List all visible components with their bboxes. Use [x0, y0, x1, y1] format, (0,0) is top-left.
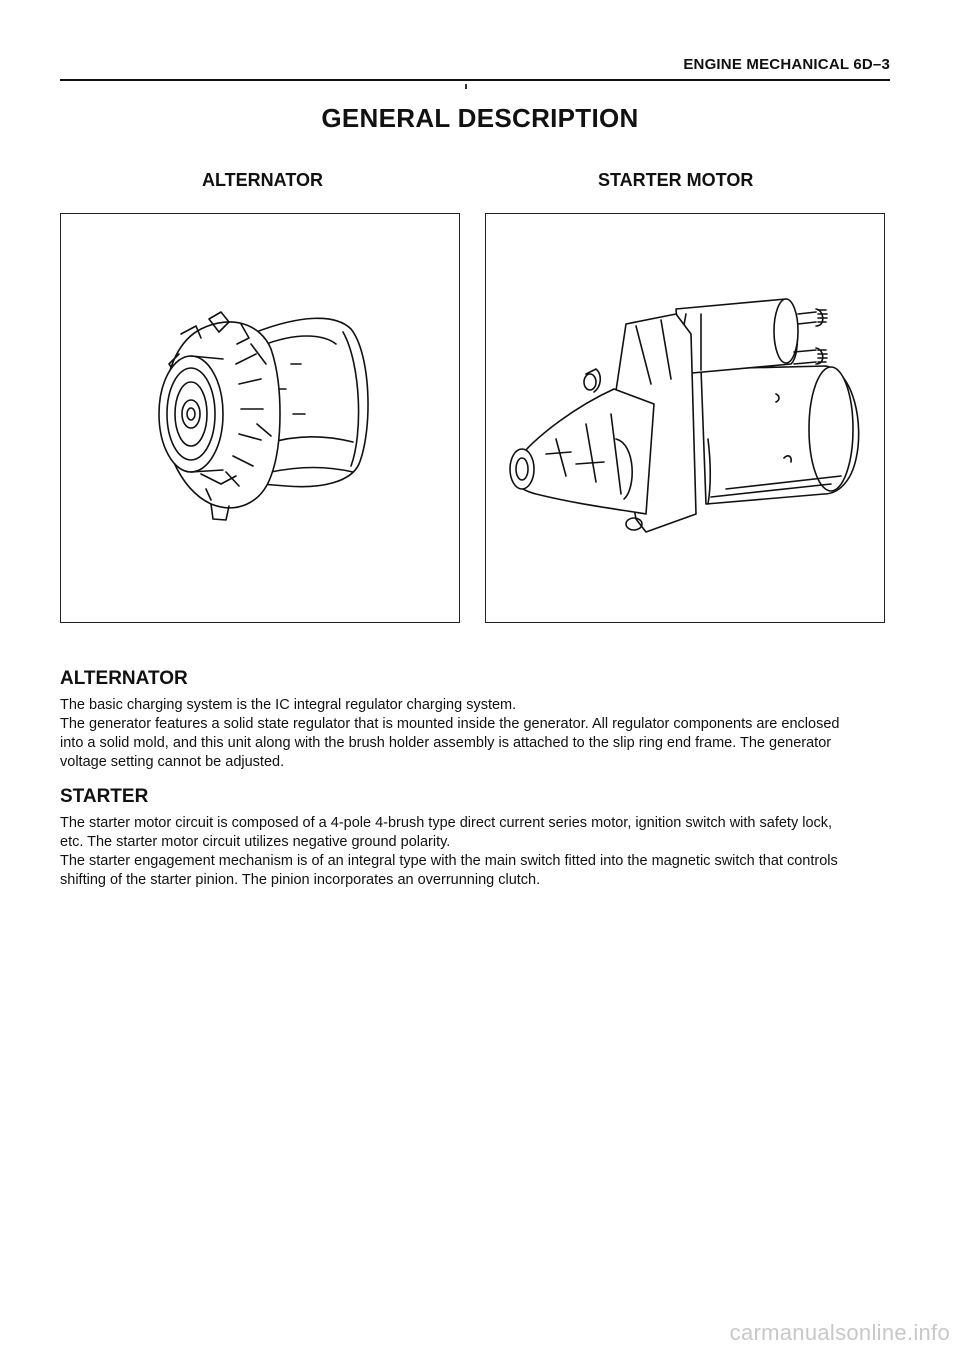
alternator-heading: ALTERNATOR: [60, 668, 188, 689]
starter-paragraph-1: The starter motor circuit is composed of a 4-pole 4-brush type direct current series motor, ignition switch with safety lock, etc. The starter motor circuit utilizes negative ground polarity.: [60, 815, 833, 850]
alternator-figure-box: [60, 213, 460, 623]
starter-figure-box: [485, 213, 885, 623]
alternator-section: [60, 668, 850, 772]
scan-mark: [465, 84, 467, 89]
alternator-paragraph-1: The basic charging system is the IC integral regulator charging system.: [60, 697, 517, 713]
starter-figure-caption: STARTER MOTOR: [598, 170, 754, 190]
alternator-figure-caption: ALTERNATOR: [202, 170, 323, 190]
site-watermark: carmanualsonline.info: [729, 1320, 950, 1345]
header-rule: [60, 79, 890, 81]
starter-heading: STARTER: [60, 786, 149, 807]
page-title: GENERAL DESCRIPTION: [321, 103, 639, 133]
alternator-paragraph-2: The generator features a solid state regulator that is mounted inside the generator. All regulator components are enclosed into a solid mold, and this unit along with the brush holder assembly is attached to the slip ring end frame. The generator voltage setting cannot be adjusted.: [60, 716, 840, 770]
starter-section: [60, 786, 850, 890]
running-header: ENGINE MECHANICAL 6D–3: [683, 56, 890, 73]
starter-motor-illustration-icon: [486, 214, 886, 624]
alternator-illustration-icon: [61, 214, 461, 624]
starter-paragraph-2: The starter engagement mechanism is of an integral type with the main switch fitted into the magnetic switch that controls shifting of the starter pinion. The pinion incorporates an overrunning clutch.: [60, 853, 838, 888]
